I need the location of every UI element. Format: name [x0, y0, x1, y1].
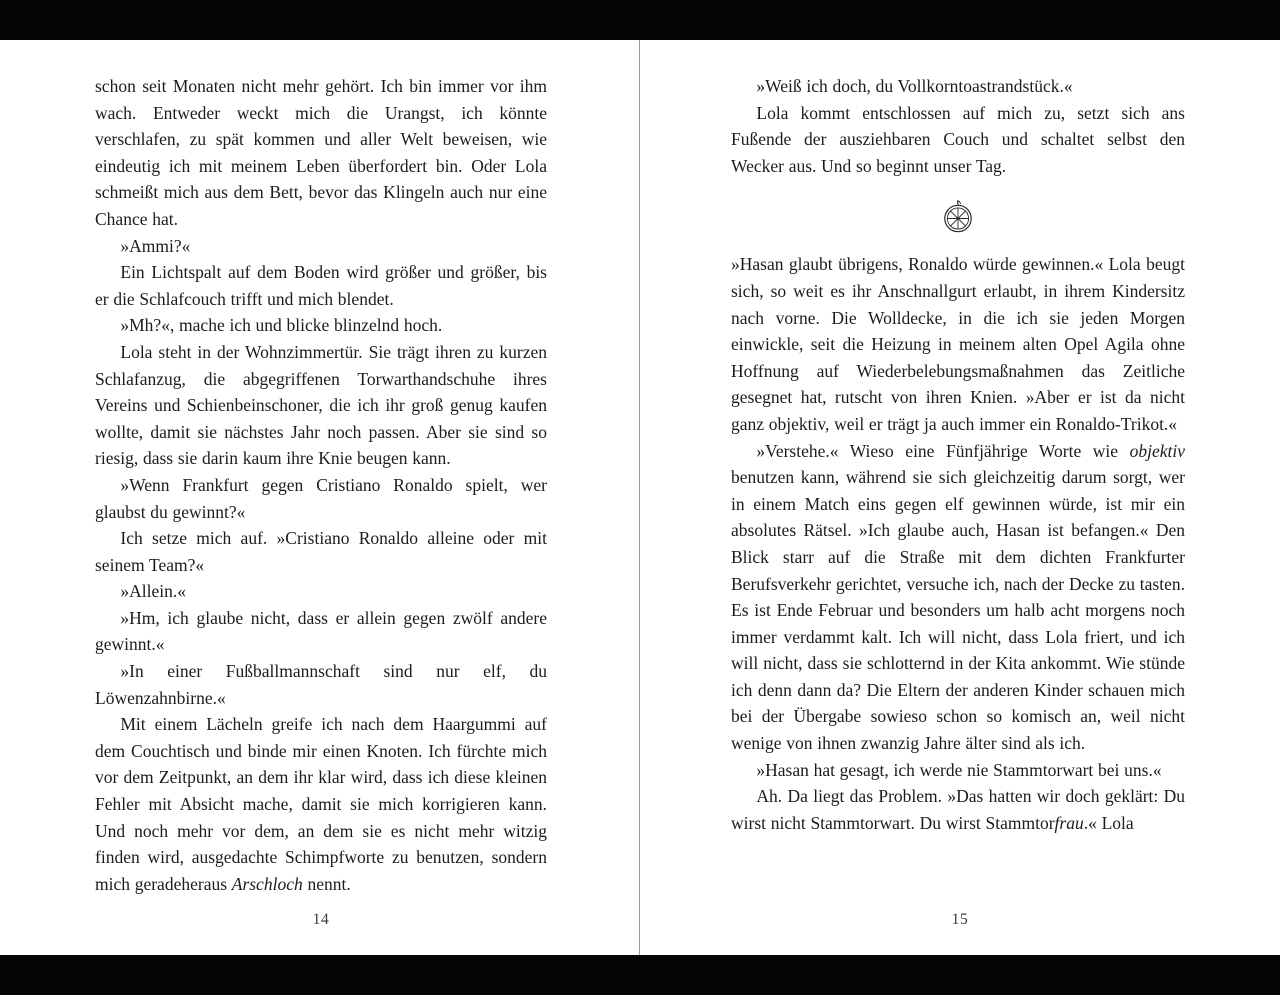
paragraph: »Mh?«, mache ich und blicke blinzelnd hoch. [120, 315, 443, 336]
bottom-bar [0, 955, 1280, 995]
page-right [640, 40, 1280, 955]
paragraph: »Hasan glaubt übrigens, Ronaldo würde gewinnen.« Lola beugt sich, so weit es ihr Anschnallgurt erlaubt, in ihrem Kindersitz nach vorne. Die Wolldecke, in die ich sie jeden Morgen einwickle, seit die Heizung in meinem alten Opel Agila ohne Hoffnung auf Wiederbelebungsmaßnahmen das Zeitliche gesegnet hat, rutscht von ihren Knien. »Aber er ist da nicht ganz objektiv, weil er trägt ja auch immer ein Ronaldo-Trikot.« [731, 254, 1185, 434]
page-right-text [731, 73, 1185, 836]
page-number-left: 14 [312, 911, 330, 928]
paragraph: Ein Lichtspalt auf dem Boden wird größer und größer, bis er die Schlafcouch trifft und mich blendet. [95, 262, 547, 309]
paragraph: Lola kommt entschlossen auf mich zu, setzt sich ans Fußende der ausziehbaren Couch und schaltet selbst den Wecker aus. Und so beginnt unser Tag. [731, 102, 1185, 176]
paragraph: »Hasan hat gesagt, ich werde nie Stammtorwart bei uns.« [756, 759, 1162, 780]
paragraph: schon seit Monaten nicht mehr gehört. Ich bin immer vor ihm wach. Entweder weckt mich die Urangst, ich könnte verschlafen, zu spät kommen und aller Welt beweisen, wie eindeutig ich mit meinem Leben überfordert bin. Oder Lola schmeißt mich aus dem Bett, bevor das Klingeln auch nur eine Chance hat. [95, 76, 547, 229]
paragraph: »In einer Fußballmannschaft sind nur elf, du Löwenzahnbirne.« [95, 661, 547, 708]
paragraph: »Hm, ich glaube nicht, dass er allein gegen zwölf andere gewinnt.« [95, 607, 547, 655]
page-left-text [95, 73, 547, 897]
paragraph: Ich setze mich auf. »Cristiano Ronaldo alleine oder mit seinem Team?« [95, 528, 547, 575]
pages-area [0, 40, 1280, 955]
paragraph: »Weiß ich doch, du Vollkorntoastrandstück.« [756, 76, 1073, 96]
paragraph: Ah. Da liegt das Problem. »Das hatten wir doch geklärt: Du wirst nicht Stammtorwart. Du wirst Stammtorfrau.« Lola [731, 786, 1185, 833]
paragraph: »Wenn Frankfurt gegen Cristiano Ronaldo spielt, wer glaubst du gewinnt?« [95, 474, 547, 522]
citrus-slice-ornament [731, 196, 1185, 236]
page-left [0, 40, 640, 955]
paragraph: Lola steht in der Wohnzimmertür. Sie trägt ihren zu kurzen Schlafanzug, die abgegriffenen Torwarthandschuhe ihres Vereins und Schienbeinschoner, die ich ihr groß genug kaufen wollte, damit sie nächstes Jahr noch passen. Aber sie sind so riesig, dass sie darin kaum ihre Knie beugen kann. [95, 341, 547, 469]
paragraph: »Allein.« [120, 581, 186, 602]
paragraph: »Ammi?« [120, 235, 191, 256]
top-bar [0, 0, 1280, 40]
page-number-right: 15 [951, 911, 969, 928]
paragraph: »Verstehe.« Wieso eine Fünfjährige Worte wie objektiv benutzen kann, während sie sich gleichzeitig darum sorgt, wer in einem Match eins gegen elf gewinnen würde, ist mir ein absolutes Rätsel. »Ich glaube auch, Hasan ist befangen.« Den Blick starr auf die Straße mit dem dichten Frankfurter Berufsverkehr gerichtet, versuche ich, nach der Decke zu tasten. Es ist Ende Februar und besonders um halb acht morgens noch immer verdammt kalt. Ich will nicht, dass Lola friert, und ich will nicht, dass sie schlotternd in der Kita ankommt. Wie stünde ich denn dann da? Die Eltern der anderen Kinder schauen mich bei der Übergabe sowieso schon so komisch an, weil nicht wenige von ihnen zwanzig Jahre älter sind als ich. [731, 440, 1185, 754]
paragraph: Mit einem Lächeln greife ich nach dem Haargummi auf dem Couchtisch und binde mir einen Knoten. Ich fürchte mich vor dem Zeitpunkt, an dem ihr klar wird, dass ich diese kleinen Fehler mit Absicht mache, damit sie mich korrigieren kann. Und noch mehr vor dem, an dem sie es nicht mehr witzig finden wird, ausgedachte Schimpfworte zu benutzen, sondern mich geradeheraus Arschloch nennt. [95, 714, 547, 894]
